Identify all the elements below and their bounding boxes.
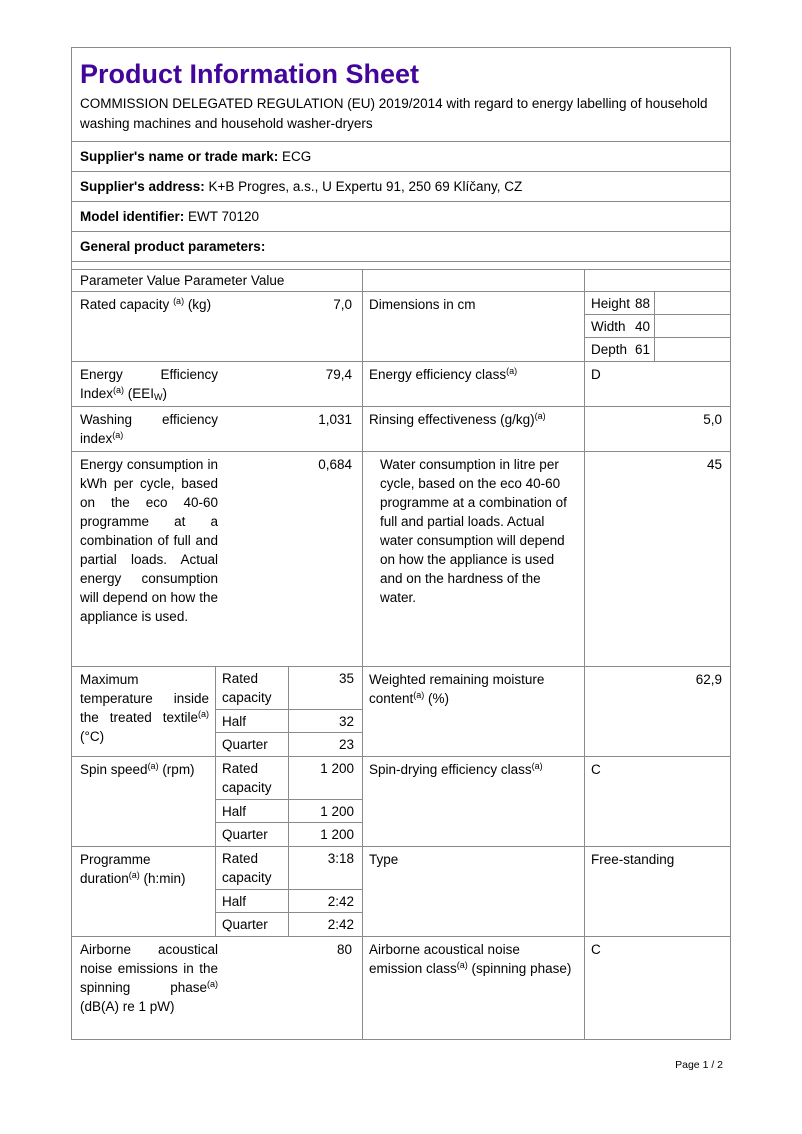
subtable-value: 1 200 [288, 823, 362, 846]
param-value: 7,0 [333, 297, 352, 312]
subtable-row [216, 847, 362, 890]
param-label: Rated capacity $^{(a)}$ (kg) [80, 296, 212, 312]
load-subtable [215, 757, 362, 846]
page-number: Page 1 / 2 [675, 1059, 723, 1071]
supplier-address-label: Supplier's address: [80, 179, 205, 194]
param2-label: Airborne acoustical noise emission class$^{(a)}$ (spinning phase) [362, 937, 584, 1039]
dimension-label: Depth [591, 342, 628, 357]
section-gap [72, 261, 730, 269]
dimension-value: 88 [634, 296, 650, 311]
param2-value: D [584, 362, 730, 406]
left-cell [72, 452, 362, 666]
subtable-row [216, 733, 362, 756]
param2-value: 5,0 [584, 407, 730, 451]
dimension-label: Width [591, 319, 626, 334]
dimension-value: 40 [634, 319, 650, 334]
param2-label: Water consumption in litre per cycle, based on the eco 40-60 programme at a combination of full and partial loads. Actual water consumption will depend on how the appliance is used and on the hardness of the water. [362, 452, 584, 666]
left-cell [72, 937, 362, 1039]
left-cell [72, 757, 362, 846]
param-value: 79,4 [325, 367, 352, 382]
subtable-label: Half [222, 714, 247, 729]
param2-value: 62,9 [584, 667, 730, 756]
dimension-empty-cell [655, 292, 730, 314]
dimension-empty-cell [655, 338, 730, 361]
dimension-row-depth [585, 338, 730, 361]
subtable-value: 2:42 [288, 890, 362, 912]
subtable-label: Rated capacity [222, 761, 272, 795]
table-row-rated-capacity [72, 292, 730, 362]
subtable-label: Half [222, 804, 247, 819]
param-label: Programme duration$^{(a)}$ (h:min) [80, 852, 186, 886]
subtable-label: Rated capacity [222, 851, 272, 885]
subtable-row [216, 667, 362, 710]
dimension-value: 61 [634, 342, 650, 357]
subtable-row [216, 710, 362, 733]
table-header-text: Parameter Value Parameter Value [80, 273, 285, 288]
page-title: Product Information Sheet [80, 59, 420, 89]
table-header-row [72, 270, 730, 292]
subtable-row [216, 757, 362, 800]
subtable-label: Rated capacity [222, 671, 272, 705]
subtable-value: 1 200 [288, 757, 362, 799]
model-identifier-row [72, 201, 730, 231]
subtable-value: 23 [288, 733, 362, 756]
subtable-label: Quarter [222, 917, 268, 932]
param2-label: Type [362, 847, 584, 936]
dimension-row-height [585, 292, 730, 315]
supplier-name-label: Supplier's name or trade mark: [80, 149, 279, 164]
param-label: Airborne acoustical noise emissions in the spinning phase$^{(a)}$ (dB(A) re 1 pW) [80, 942, 218, 1014]
supplier-name-value: ECG [278, 149, 312, 164]
param2-label: Spin-drying efficiency class$^{(a)}$ [362, 757, 584, 846]
left-cell [72, 292, 362, 361]
param-value: 80 [336, 942, 352, 957]
param-value: 1,031 [318, 412, 352, 427]
subtable-value: 3:18 [288, 847, 362, 889]
left-cell [72, 407, 362, 451]
param-label: Energy consumption in kWh per cycle, based on the eco 40-60 programme at a combination of full and partial loads. Actual energy consumption will depend on how the appliance is used. [80, 457, 218, 624]
subtable-label: Quarter [222, 827, 268, 842]
param2-label: Weighted remaining moisture content$^{(a)}$ (%) [362, 667, 584, 756]
subtable-row [216, 913, 362, 936]
subtable-row [216, 800, 362, 823]
supplier-name-row [72, 141, 730, 171]
table-header-spacer-1 [362, 270, 584, 291]
table-row-energy-efficiency-index [72, 362, 730, 407]
param2-value: C [584, 937, 730, 1039]
table-row-energy-consumption [72, 452, 730, 667]
param2-label: Rinsing effectiveness $(g/kg)^{(a)}$ [362, 407, 584, 451]
subtable-value: 32 [288, 710, 362, 732]
table-row-spin-speed [72, 757, 730, 847]
load-subtable [215, 667, 362, 756]
param-value: 0,684 [318, 457, 352, 472]
param2-label: Dimensions in cm [362, 292, 584, 361]
supplier-address-value: K+B Progres, a.s., U Expertu 91, 250 69 Klíčany, CZ [204, 179, 523, 194]
param2-value: C [584, 757, 730, 846]
param-label: Energy Efficiency Index$^{(a)}$ $(EEI_W)$ [80, 367, 218, 402]
table-row-programme-duration [72, 847, 730, 937]
param2-label: Energy efficiency class$^{(a)}$ [362, 362, 584, 406]
subtable-row [216, 823, 362, 846]
subtable-label: Quarter [222, 737, 268, 752]
subtable-label: Half [222, 894, 247, 909]
supplier-address-row [72, 171, 730, 201]
param-label: Spin speed$^{(a)}$ (rpm) [80, 761, 195, 777]
load-subtable [215, 847, 362, 936]
table-row-airborne-noise [72, 937, 730, 1039]
subtable-value: 1 200 [288, 800, 362, 822]
param-label: Maximum temperature inside the treated textile$^{(a)}$ (°C) [80, 672, 209, 744]
param2-value-cell [584, 292, 730, 361]
dimension-empty-cell [655, 315, 730, 337]
param2-value: Free-standing [584, 847, 730, 936]
dimension-row-width [585, 315, 730, 338]
table-row-washing-efficiency [72, 407, 730, 452]
regulation-subtitle: COMMISSION DELEGATED REGULATION (EU) 2019/2014 with regard to energy labelling of household washing machines and household washer-dryers [80, 96, 708, 131]
left-cell [72, 667, 362, 756]
subtable-value: 35 [288, 667, 362, 709]
left-cell [72, 847, 362, 936]
parameters-table [72, 269, 730, 1039]
table-header-spacer-2 [584, 270, 730, 291]
param-label: Washing efficiency index$^{(a)}$ [80, 412, 218, 446]
model-identifier-value: EWT 70120 [184, 209, 260, 224]
model-identifier-label: Model identifier: [80, 209, 185, 224]
left-cell [72, 362, 362, 406]
subtable-row [216, 890, 362, 913]
table-row-max-temperature [72, 667, 730, 757]
general-parameters-row [72, 231, 730, 261]
param2-value: 45 [584, 452, 730, 666]
general-parameters-label: General product parameters: [80, 239, 266, 254]
subtable-value: 2:42 [288, 913, 362, 936]
dimensions-table [585, 292, 730, 361]
dimension-label: Height [591, 296, 631, 311]
product-info-sheet [71, 47, 731, 1040]
